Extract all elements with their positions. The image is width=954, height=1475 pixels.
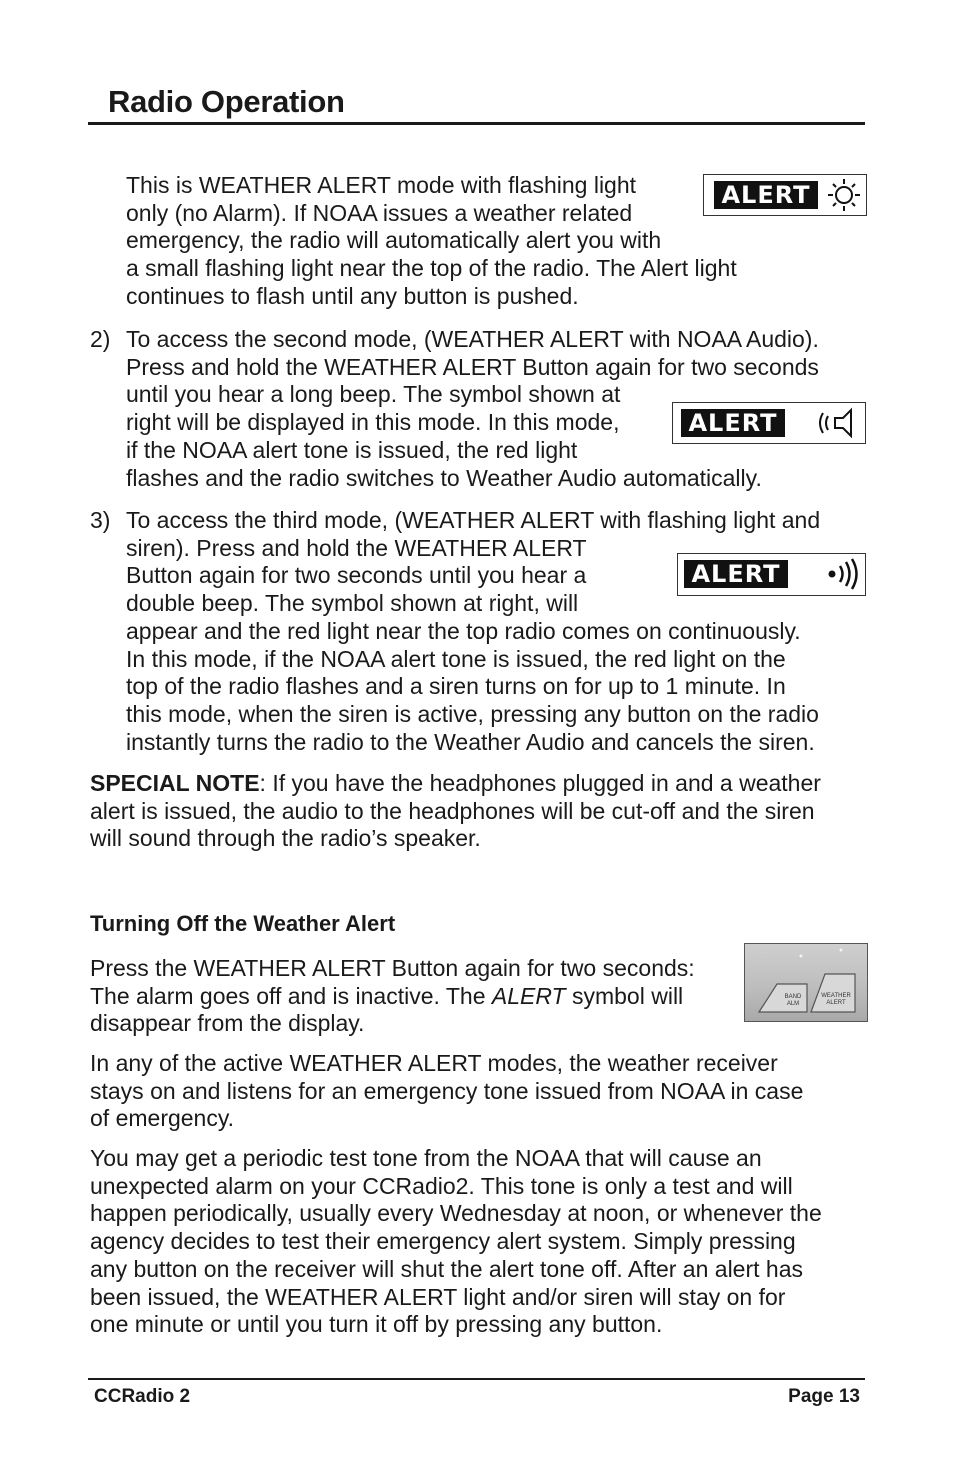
footer-page-number: Page 13 [788,1386,860,1407]
step-2-text: To access the second mode, (WEATHER ALERT with NOAA Audio). Press and hold the WEATHER ALERT Button again for two seconds until you hear a long beep. The symbol shown at right will be displayed in this mode. In this mode, if the NOAA alert tone is issued, the red light flashes and the radio switches to Weather Audio automatically. [126,326,819,491]
special-note: SPECIAL NOTE: If you have the headphones plugged in and a weather alert is issued, the audio to the headphones will be cut-off and the siren will sound through the radio’s speaker. [90,770,821,852]
alert-light-symbol [703,174,867,216]
footer-rule [88,1378,865,1380]
flashing-light-icon [824,177,864,213]
page-title: Radio Operation [108,84,345,119]
header-rule [88,122,865,125]
footer-product-name: CCRadio 2 [94,1386,191,1407]
radio-buttons-photo [744,943,868,1022]
alert-label: ALERT [684,560,788,588]
weather-alert-button: WEATHER ALERT [821,993,851,1006]
turn-off-paragraph: Press the WEATHER ALERT Button again for two seconds: The alarm goes off and is inactive. The ALERT symbol will disappear from the display. [90,955,695,1037]
alert-label: ALERT [714,181,818,209]
band-button: BAND ALM [784,994,802,1007]
siren-icon [824,556,864,592]
step-2-number: 2) [90,326,111,352]
alert-audio-symbol [672,402,866,444]
speaker-icon [813,405,863,441]
alert-siren-symbol [677,553,866,596]
active-modes-paragraph: In any of the active WEATHER ALERT modes, the weather receiver stays on and listens for an emergency tone issued from NOAA in case of emergency. [90,1050,804,1132]
special-note-label: SPECIAL NOTE [90,770,260,796]
step-3-number: 3) [90,507,111,533]
section-heading-turning-off: Turning Off the Weather Alert [90,911,396,936]
alert-label: ALERT [681,409,785,437]
intro-paragraph: This is WEATHER ALERT mode with flashing light only (no Alarm). If NOAA issues a weather related emergency, the radio will automatically alert you with a small flashing light near the top of the radio. The Alert light continues to flash until any button is pushed. [126,172,737,309]
test-tone-paragraph: You may get a periodic test tone from the NOAA that will cause an unexpected alarm on your CCRadio2. This tone is only a test and will happen periodically, usually every Wednesday at noon, or whenever the agency decides to test their emergency alert system. Simply pressing any button on the receiver will shut the alert tone off. After an alert has been issued, the WEATHER ALERT light and/or siren will stay on for one minute or until you turn it off by pressing any button. [90,1145,822,1338]
step-3-text: To access the third mode, (WEATHER ALERT with flashing light and siren). Press and hold the WEATHER ALERT Button again for two seconds until you hear a double beep. The symbol shown at right, will appear and the red light near the top radio comes on continuously. In this mode, if the NOAA alert tone is issued, the red light on the top of the radio flashes and a siren turns on for up to 1 minute. In this mode, when the siren is active, pressing any button on the radio instantly turns the radio to the Weather Audio and cancels the siren. [126,507,821,755]
